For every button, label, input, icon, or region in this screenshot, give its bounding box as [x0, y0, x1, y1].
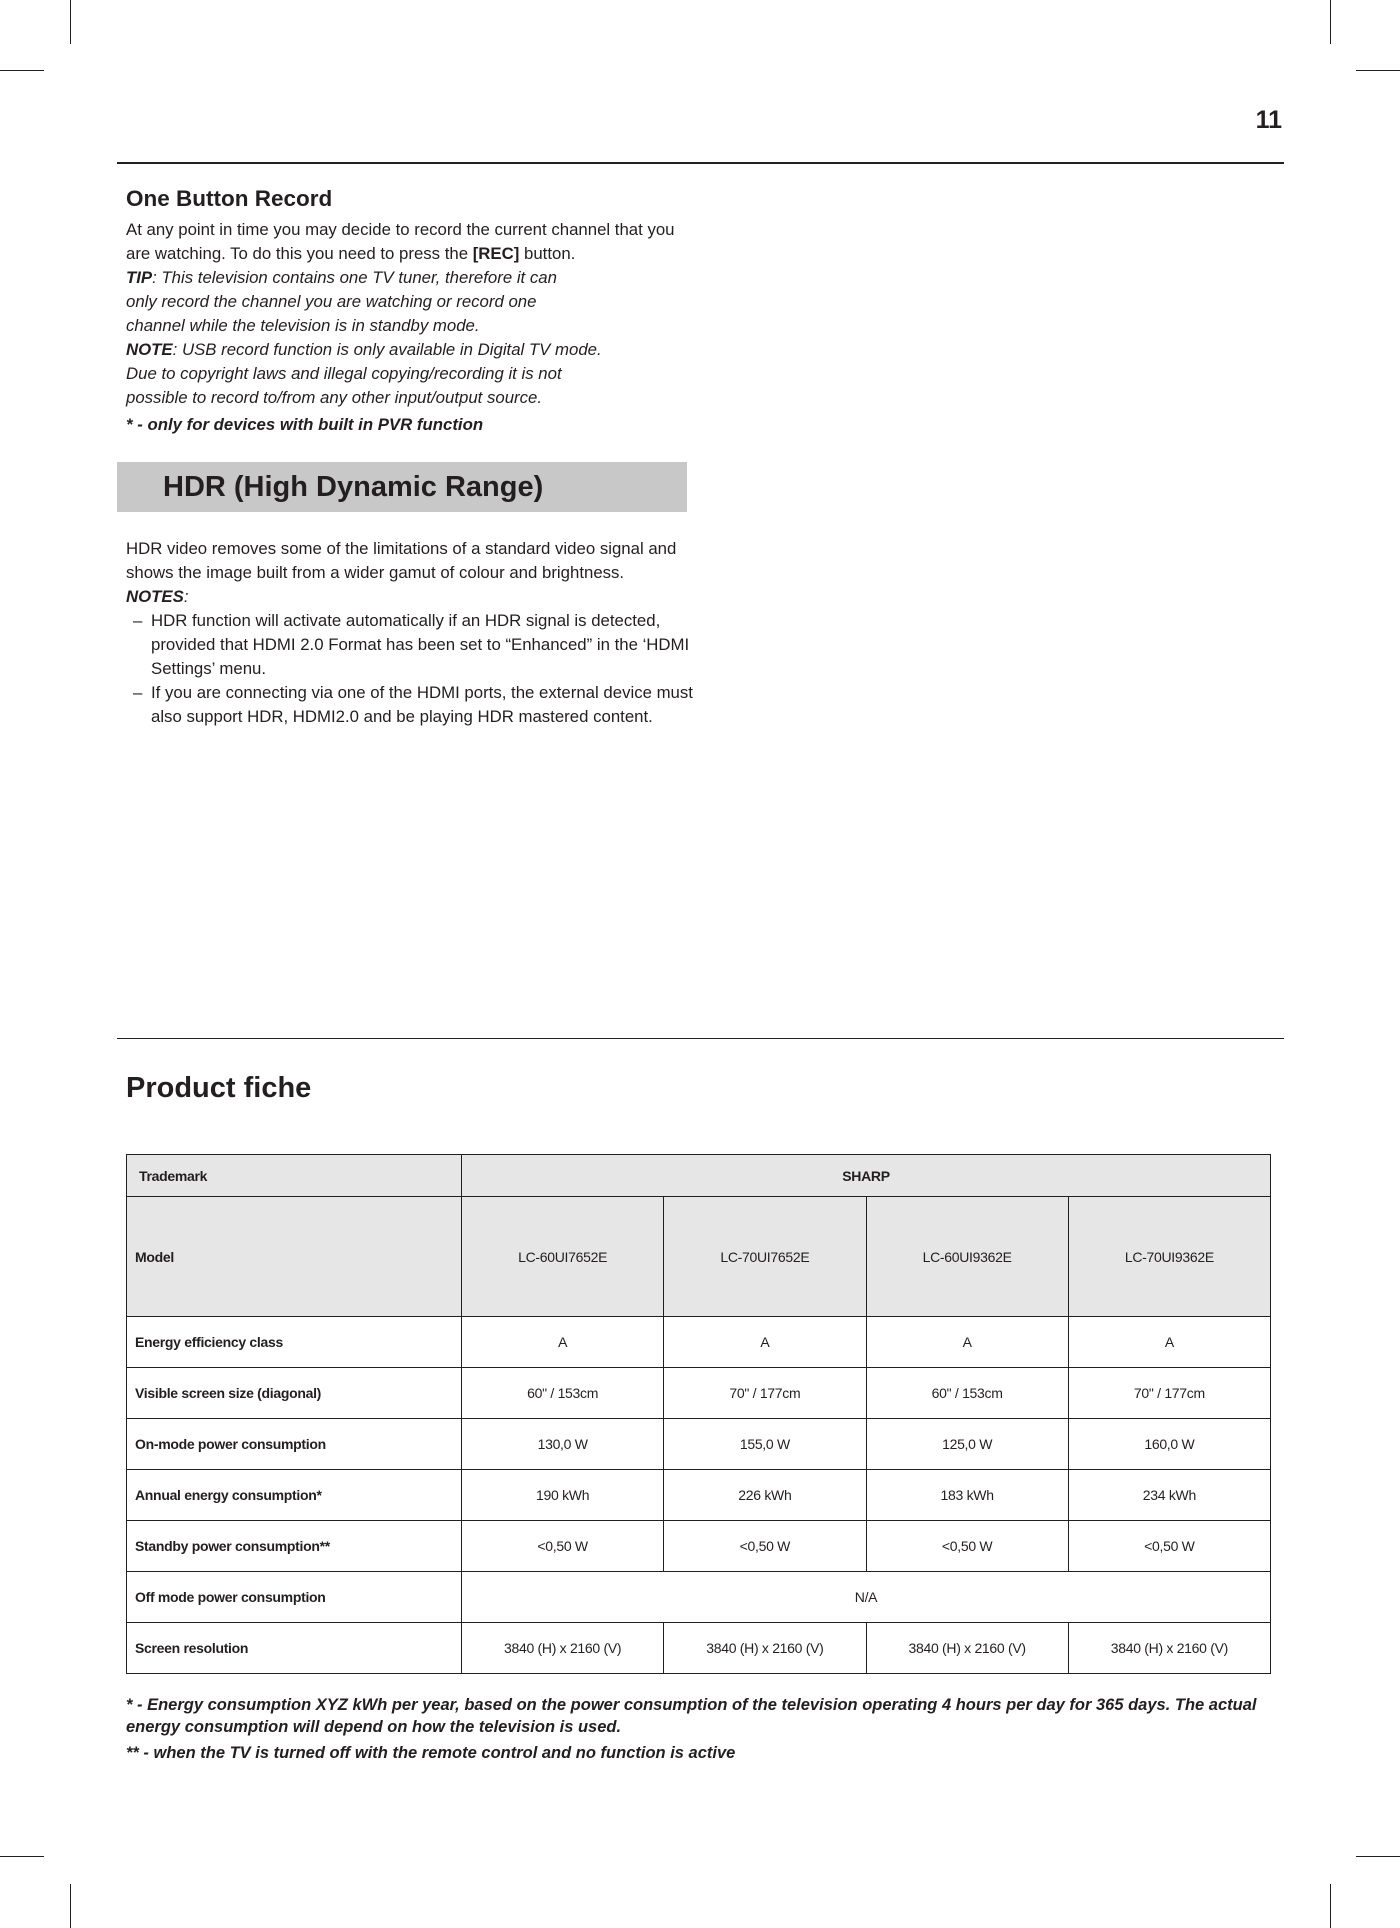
table-cell: A	[664, 1317, 866, 1368]
product-fiche-title: Product fiche	[126, 1072, 312, 1104]
hdr-section	[126, 537, 696, 729]
hdr-intro: HDR video removes some of the limitations of a standard video signal and shows the image built from a wider gamut of colour and brightness.	[126, 539, 677, 582]
table-cell: 160,0 W	[1068, 1419, 1270, 1470]
hdr-notes-heading	[126, 585, 696, 609]
crop-mark	[1330, 0, 1331, 44]
record-instructions-text: At any point in time you may decide to record the current channel that you are watching. To do this you need to press the	[126, 220, 675, 263]
table-cell: 3840 (H) x 2160 (V)	[664, 1623, 866, 1674]
table-row	[127, 1155, 1271, 1197]
list-item: – HDR function will activate automatically if an HDR signal is detected, provided that HDMI 2.0 Format has been set to “Enhanced” in the ‘HDMI Settings’ menu.	[126, 609, 696, 681]
note-line: possible to record to/from any other input/output source.	[126, 388, 543, 407]
table-cell: 3840 (H) x 2160 (V)	[1068, 1623, 1270, 1674]
model-cell: LC-70UI7652E	[664, 1197, 866, 1317]
pvr-footnote: * - only for devices with built in PVR function	[126, 415, 484, 434]
table-cell: <0,50 W	[1068, 1521, 1270, 1572]
table-cell: 60" / 153cm	[866, 1368, 1068, 1419]
product-fiche-table	[126, 1154, 1271, 1674]
crop-mark	[1356, 1856, 1400, 1857]
table-row	[127, 1623, 1271, 1674]
row-label: Screen resolution	[127, 1623, 462, 1674]
note-line: : USB record function is only available in Digital TV mode.	[172, 340, 602, 359]
rec-button-label: [REC]	[472, 244, 520, 263]
table-cell: 183 kWh	[866, 1470, 1068, 1521]
one-button-record-section	[126, 184, 696, 437]
row-label: Annual energy consumption*	[127, 1470, 462, 1521]
tip-line: only record the channel you are watching or record one	[126, 292, 537, 311]
row-label: Energy efficiency class	[127, 1317, 462, 1368]
one-button-record-title: One Button Record	[126, 186, 333, 211]
model-cell: LC-70UI9362E	[1068, 1197, 1270, 1317]
trademark-value: SHARP	[462, 1155, 1271, 1197]
page-number: 11	[1255, 106, 1282, 134]
standby-footnote: ** - when the TV is turned off with the remote control and no function is active	[126, 1744, 736, 1762]
crop-mark	[70, 0, 71, 44]
table-row	[127, 1521, 1271, 1572]
tip-label: TIP	[126, 268, 153, 287]
model-cell: LC-60UI9362E	[866, 1197, 1068, 1317]
hdr-notes-list	[126, 609, 696, 729]
tip-line: channel while the television is in standby mode.	[126, 316, 480, 335]
table-row	[127, 1317, 1271, 1368]
tip-line: : This television contains one TV tuner, therefore it can	[152, 268, 557, 287]
table-cell: A	[866, 1317, 1068, 1368]
hdr-heading-bar	[117, 462, 687, 512]
crop-mark	[1356, 70, 1400, 71]
table-cell: 60" / 153cm	[462, 1368, 664, 1419]
row-label: Visible screen size (diagonal)	[127, 1368, 462, 1419]
table-cell: 3840 (H) x 2160 (V)	[866, 1623, 1068, 1674]
table-cell: 70" / 177cm	[664, 1368, 866, 1419]
table-cell: N/A	[462, 1572, 1271, 1623]
table-cell: <0,50 W	[664, 1521, 866, 1572]
table-cell: 3840 (H) x 2160 (V)	[462, 1623, 664, 1674]
crop-mark	[70, 1884, 71, 1928]
table-row	[127, 1572, 1271, 1623]
record-instructions	[126, 218, 696, 266]
record-instructions-end: button.	[519, 244, 576, 263]
table-row	[127, 1470, 1271, 1521]
section-rule	[117, 1038, 1284, 1039]
header-rule	[117, 162, 1284, 164]
notes-label: NOTES	[126, 587, 184, 606]
crop-mark	[0, 1856, 44, 1857]
energy-footnote: * - Energy consumption XYZ kWh per year, based on the power consumption of the television operating 4 hours per day for 365 days. The actual energy consumption will depend on how the television is used.	[126, 1696, 1257, 1736]
table-row	[127, 1419, 1271, 1470]
table-cell: A	[1068, 1317, 1270, 1368]
table-cell: 125,0 W	[866, 1419, 1068, 1470]
table-row	[127, 1368, 1271, 1419]
table-row	[127, 1197, 1271, 1317]
trademark-label: Trademark	[127, 1155, 462, 1197]
row-label: Off mode power consumption	[127, 1572, 462, 1623]
crop-mark	[0, 70, 44, 71]
model-cell: LC-60UI7652E	[462, 1197, 664, 1317]
tip-note	[126, 266, 696, 338]
notes-colon: :	[183, 587, 189, 606]
fiche-footnotes	[126, 1694, 1276, 1768]
table-cell: 234 kWh	[1068, 1470, 1270, 1521]
note-line: Due to copyright laws and illegal copying/recording it is not	[126, 364, 562, 383]
table-cell: 70" / 177cm	[1068, 1368, 1270, 1419]
list-item: – If you are connecting via one of the HDMI ports, the external device must also support HDR, HDMI2.0 and be playing HDR mastered content.	[126, 681, 696, 729]
crop-mark	[1330, 1884, 1331, 1928]
table-cell: <0,50 W	[462, 1521, 664, 1572]
note-label: NOTE	[126, 340, 173, 359]
row-label: On-mode power consumption	[127, 1419, 462, 1470]
hdr-title: HDR (High Dynamic Range)	[163, 471, 544, 503]
table-cell: A	[462, 1317, 664, 1368]
row-label: Standby power consumption**	[127, 1521, 462, 1572]
usb-note	[126, 338, 696, 410]
table-cell: 130,0 W	[462, 1419, 664, 1470]
table-cell: 190 kWh	[462, 1470, 664, 1521]
table-cell: 155,0 W	[664, 1419, 866, 1470]
table-cell: 226 kWh	[664, 1470, 866, 1521]
table-cell: <0,50 W	[866, 1521, 1068, 1572]
model-label: Model	[127, 1197, 462, 1317]
